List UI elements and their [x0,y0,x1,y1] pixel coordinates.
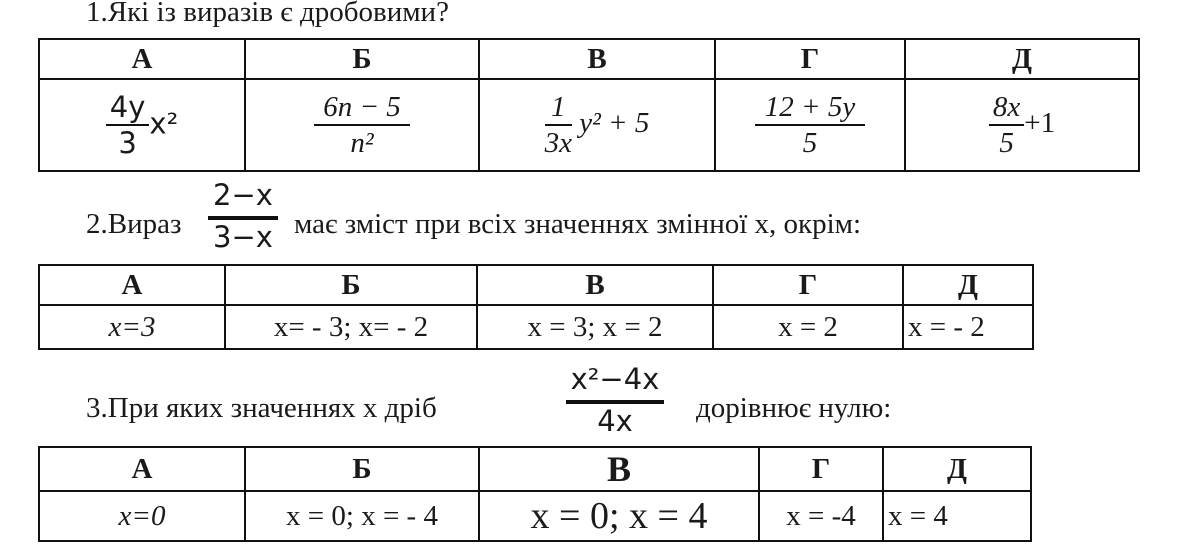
header-v: В [479,447,759,491]
fraction-numerator: 1 [545,92,572,126]
question-2-suffix: має зміст при всіх значеннях змінної х, окрім: [294,208,862,240]
table-row [39,79,1139,171]
header-d: Д [905,39,1139,79]
question-2-fraction [208,178,278,254]
answer-g: x = -4 [759,491,883,541]
header-a: А [39,447,245,491]
question-3-prefix: 3.При яких значеннях х дріб [86,392,437,424]
header-d: Д [903,265,1033,305]
answer-b: x = 0; x = - 4 [245,491,479,541]
option-v-expression [479,79,715,171]
option-b-expression [245,79,479,171]
fraction-denominator: 3x [544,127,572,159]
fraction [545,92,572,159]
header-b: Б [245,39,479,79]
fraction-numerator: 4у [106,92,150,126]
header-a: А [39,265,225,305]
answer-d: x = 4 [883,491,1031,541]
fraction-numerator: 12 + 5y [755,92,865,126]
header-a: А [39,39,245,79]
answer-v: x = 0; x = 4 [479,491,759,541]
fraction-denominator: 4x [597,404,633,438]
answer-g: x = 2 [713,305,903,349]
table-row [39,305,1033,349]
expression-tail: х² [149,106,179,140]
fraction [755,92,865,159]
expression-tail: y² + 5 [579,106,650,139]
answer-a: x=0 [39,491,245,541]
fraction-denominator: n² [350,127,374,159]
fraction-denominator: 3 [118,126,137,160]
fraction-numerator: 6n − 5 [314,92,410,126]
question-1-table [38,38,1140,172]
question-3-fraction [566,362,664,438]
fraction-numerator: 8x [989,92,1024,126]
answer-a: x=3 [39,305,225,349]
header-b: Б [245,447,479,491]
fraction [989,92,1024,159]
fraction-denominator: 5 [802,127,818,159]
question-2-prefix: 2.Вираз [86,208,182,240]
answer-b: x= - 3; x= - 2 [225,305,477,349]
fraction-numerator: 2−x [208,178,278,220]
header-g: Г [715,39,905,79]
header-d: Д [883,447,1031,491]
header-b: Б [225,265,477,305]
fraction-denominator: 5 [999,127,1014,159]
table-header-row [39,39,1139,79]
answer-v: x = 3; x = 2 [477,305,713,349]
header-v: В [479,39,715,79]
header-v: В [477,265,713,305]
table-row [39,491,1031,541]
header-g: Г [713,265,903,305]
question-3-suffix: дорівнює нулю: [696,392,892,424]
header-g: Г [759,447,883,491]
fraction [314,92,410,159]
expression-tail: +1 [1024,106,1056,139]
option-a-expression [39,79,245,171]
table-header-row [39,265,1033,305]
fraction-numerator: x²−4x [566,362,664,404]
fraction-denominator: 3−x [213,220,273,254]
fraction [106,89,150,160]
question-2-table [38,264,1034,350]
table-header-row [39,447,1031,491]
option-d-expression [905,79,1139,171]
answer-d: x = - 2 [903,305,1033,349]
question-3-table [38,446,1032,542]
option-g-expression [715,79,905,171]
question-1-title: 1.Які із виразів є дробовими? [86,0,449,28]
